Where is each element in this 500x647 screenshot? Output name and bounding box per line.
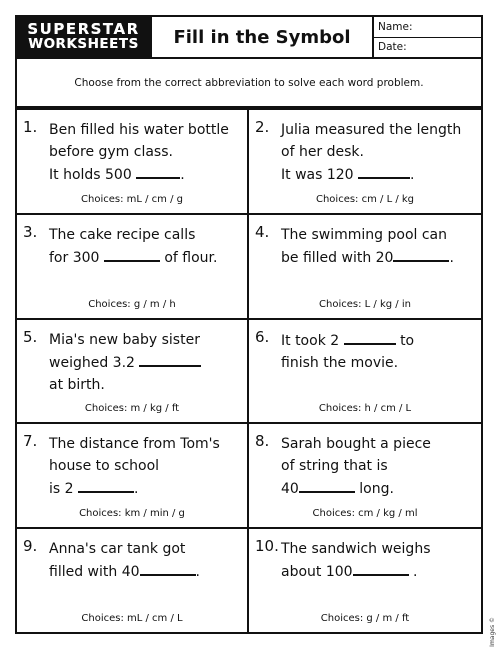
problem-number: 9. (23, 537, 38, 556)
text-line: Ben filled his water bottle (49, 122, 229, 138)
problem-text (49, 224, 241, 269)
answer-blank[interactable] (353, 560, 409, 576)
text-line (49, 246, 241, 269)
logo-line-1: SUPERSTAR (27, 20, 140, 38)
text-segment: . (180, 167, 185, 183)
text-segment: to (400, 332, 415, 349)
text-line: Anna's car tank got (49, 541, 186, 558)
problem-card-9 (17, 527, 249, 632)
problem-text (281, 538, 475, 583)
text-segment: . (134, 481, 139, 498)
choices-text: Choices: m / kg / ft (84, 403, 180, 415)
problem-text (281, 224, 475, 269)
problem-card-10 (249, 527, 481, 632)
text-line (49, 351, 241, 374)
text-segment: be filled with 20 (281, 249, 394, 266)
worksheet-header (15, 15, 483, 59)
problem-number: 4. (255, 222, 270, 241)
text-segment: . (449, 249, 454, 266)
problem-card-3 (17, 213, 249, 318)
text-segment: . (195, 564, 200, 581)
answer-blank[interactable] (78, 477, 134, 493)
text-line (49, 477, 241, 500)
problem-text (49, 329, 241, 396)
problem-card-4 (249, 213, 481, 318)
answer-blank[interactable] (299, 477, 355, 493)
answer-blank[interactable] (104, 246, 160, 262)
choices-text: Choices: mL / cm / g (81, 193, 183, 205)
text-line: of string that is (281, 458, 388, 475)
text-line: house to school (49, 458, 160, 475)
answer-blank[interactable] (136, 163, 180, 179)
problem-text (281, 119, 475, 186)
text-line: The cake recipe calls (49, 226, 196, 243)
problem-number: 7. (23, 432, 38, 451)
text-line: Sarah bought a piece (281, 436, 431, 453)
answer-blank[interactable] (139, 351, 201, 367)
text-line: The distance from Tom's (49, 436, 220, 453)
text-line: before gym class. (49, 144, 173, 160)
problem-grid (15, 108, 483, 634)
text-line (49, 163, 241, 186)
problem-number: 3. (23, 222, 38, 241)
problem-number: 5. (23, 327, 38, 346)
answer-blank[interactable] (393, 246, 449, 262)
problem-card-6 (249, 318, 481, 423)
worksheet-title: Fill in the Symbol (150, 17, 374, 57)
text-segment: weighed 3.2 (49, 354, 135, 371)
text-line: Mia's new baby sister (49, 331, 200, 348)
text-line (281, 329, 475, 352)
text-line (281, 163, 475, 186)
problem-card-2 (249, 108, 481, 213)
text-segment: is 2 (49, 481, 74, 498)
choices-text: Choices: g / m / h (88, 298, 176, 310)
problem-text (49, 119, 241, 186)
text-line (49, 560, 241, 583)
text-line: The sandwich weighs (281, 541, 431, 558)
text-segment: of flour. (164, 249, 218, 266)
text-segment: long. (359, 481, 394, 498)
instructions: Choose from the correct abbreviation to solve each word problem. (15, 59, 483, 108)
logo-line-2: WORKSHEETS (28, 36, 139, 52)
name-date-box (374, 17, 481, 57)
problem-number: 10. (255, 537, 279, 556)
answer-blank[interactable] (140, 560, 196, 576)
problem-number: 6. (255, 327, 270, 346)
text-segment: 40 (281, 481, 299, 498)
text-line (281, 246, 475, 269)
problem-card-1 (17, 108, 249, 213)
problem-number: 2. (255, 118, 270, 136)
problem-text (49, 433, 241, 500)
text-segment: filled with 40 (49, 564, 140, 581)
text-line: at birth. (49, 376, 105, 393)
text-line (281, 477, 475, 500)
text-line: of her desk. (281, 144, 364, 160)
text-segment: . (410, 167, 415, 183)
answer-blank[interactable] (344, 329, 396, 345)
date-field[interactable]: Date: (378, 41, 407, 54)
problem-card-7 (17, 422, 249, 527)
image-credit: Images © (489, 617, 496, 647)
text-segment: . (413, 564, 418, 581)
choices-text: Choices: L / kg / in (319, 298, 411, 310)
problem-card-5 (17, 318, 249, 423)
name-field[interactable]: Name: (374, 17, 481, 38)
answer-blank[interactable] (358, 163, 410, 179)
text-line: Julia measured the length (281, 122, 462, 138)
choices-text: Choices: cm / L / kg (315, 193, 415, 205)
problem-text (49, 538, 241, 583)
problem-text (281, 329, 475, 374)
text-line: The swimming pool can (281, 226, 448, 243)
problem-text (281, 433, 475, 500)
problem-number: 8. (255, 432, 270, 451)
text-segment: It was 120 (281, 167, 354, 183)
choices-text: Choices: cm / kg / ml (312, 508, 418, 520)
problem-number: 1. (23, 118, 38, 136)
superstar-worksheets-logo (17, 17, 150, 57)
choices-text: Choices: g / m / ft (320, 613, 410, 624)
text-segment: about 100 (281, 564, 353, 581)
text-line (281, 560, 475, 583)
choices-text: Choices: mL / cm / L (81, 613, 183, 624)
choices-text: Choices: km / min / g (79, 508, 185, 520)
choices-text: Choices: h / cm / L (318, 403, 412, 415)
text-segment: It took 2 (281, 332, 340, 349)
text-segment: for 300 (49, 249, 100, 266)
text-line: finish the movie. (281, 354, 399, 371)
problem-card-8 (249, 422, 481, 527)
text-segment: It holds 500 (49, 167, 132, 183)
